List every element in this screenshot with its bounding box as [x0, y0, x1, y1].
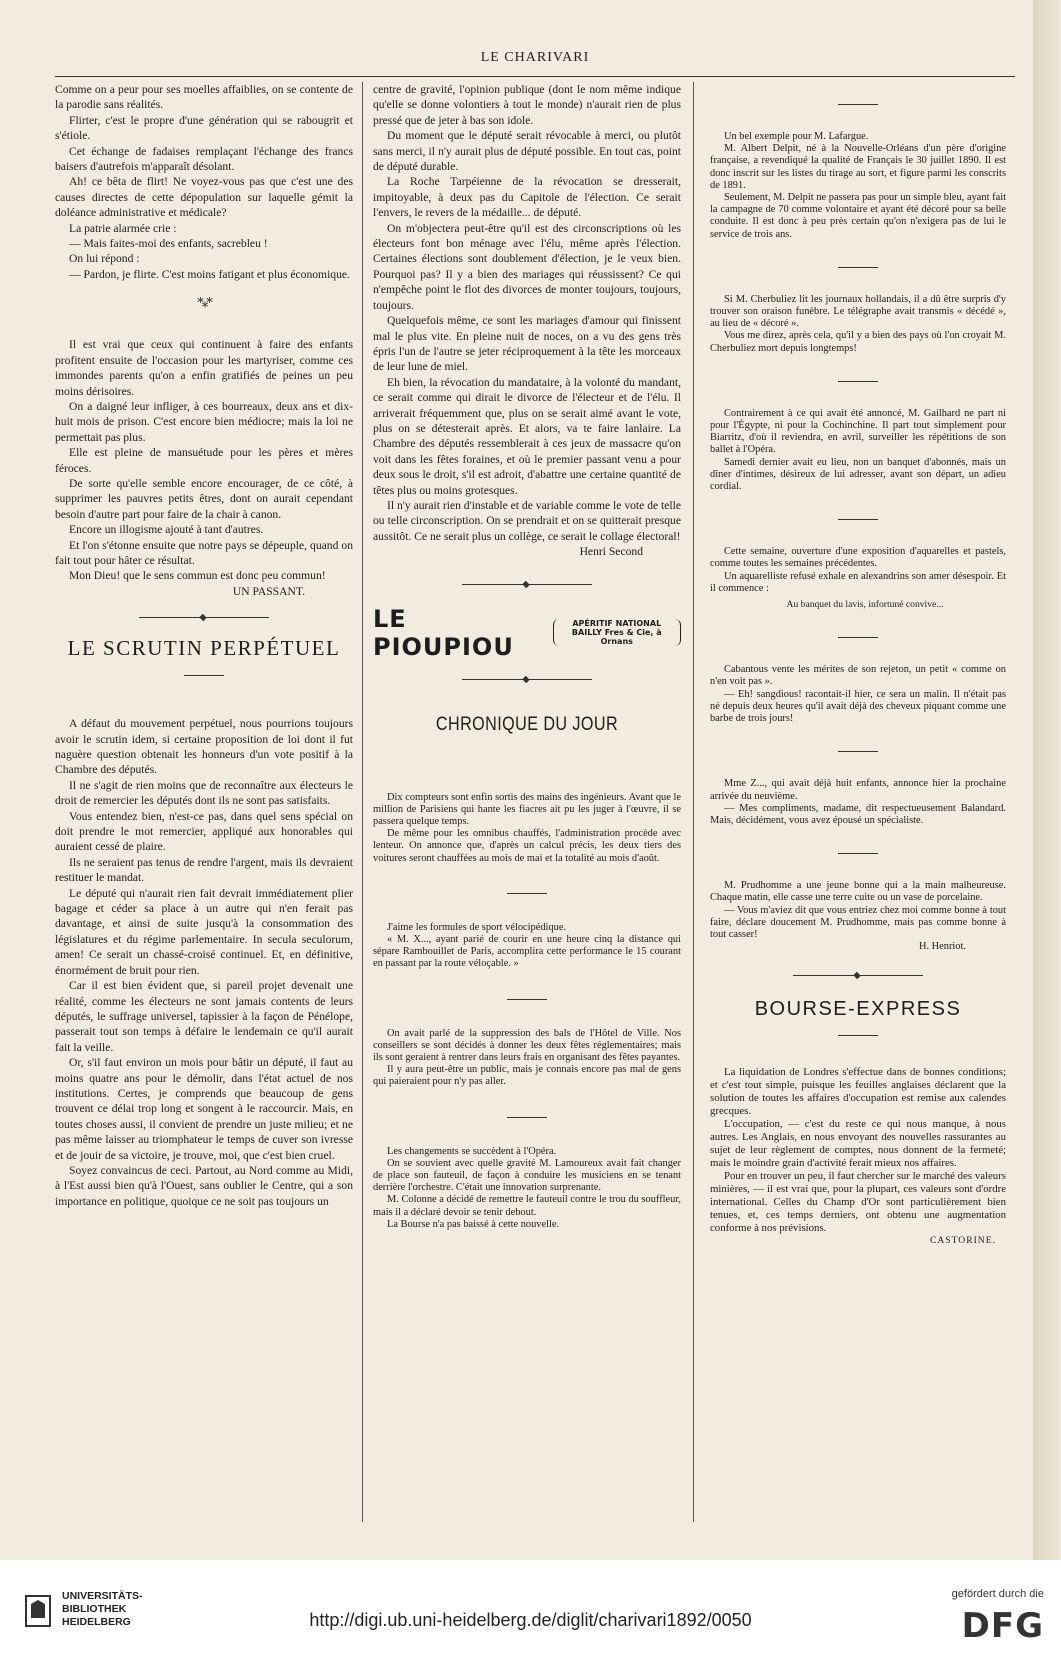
paragraph: Encore un illogisme ajouté à tant d'autres. [69, 523, 264, 537]
paragraph: J'aime les formules de sport vélocipédique. [387, 921, 567, 933]
paragraph: Mme Z..., qui avait déjà huit enfants, annonce hier la prochaine arrivée du neuvième. [710, 778, 1006, 802]
paragraph: M. Colonne a décidé de remettre le fauteuil contre le trou du souffleur, mais il a déclaré devoir se tenir debout. [373, 1194, 681, 1218]
paragraph: Or, s'il faut environ un mois pour bâtir un député, il faut au moins quatre ans pour le démolir, dans l'état actuel de nos institutions. Certes, je comprends que beaucoup de gens trouvent ce délai trop long et songent à le raccourcir. Mais, en toutes choses aussi, il convient de prendre un juste milieu; et ne pas même laisser au triomphateur le temps de cuver son ivresse et de jouir de sa victoire, je trouve, moi, que c'est bien cruel. [55, 1056, 353, 1162]
column-divider [362, 82, 363, 1522]
article-heading: LE SCRUTIN PERPÉTUEL [67, 636, 341, 661]
page-edge [1033, 0, 1061, 1560]
paragraph: La Roche Tarpéienne de la révocation se dresserait, impitoyable, à deux pas du Capitole de l'élection. Ce serait l'envers, le revers de la médaille... de député. [373, 175, 681, 220]
source-url[interactable]: http://digi.ub.uni-heidelberg.de/diglit/charivari1892/0050 [309, 1610, 752, 1630]
ad-subtitle [553, 619, 681, 646]
paragraph: Un bel exemple pour M. Lafargue. [724, 131, 869, 142]
paragraph: On m'objectera peut-être qu'il est des circonscriptions où les électeurs font bon ménage avec l'élu, même après l'élection. Certaines élections sont doublement d'élection, je le veux bien. Pourquoi pas? Il y a bien des mariages qui réussissent? Ce qui n'empêche point le flot des divorces de monter toujours, toujours, toujours. [373, 221, 681, 312]
paragraph: Flirter, c'est le propre d'une génération qui se rabougrit et s'étiole. [55, 113, 353, 143]
ornamental-rule [462, 679, 592, 680]
paragraph: Cette semaine, ouverture d'une exposition d'aquarelles et pastels, comme toutes les semaines précédentes. [710, 546, 1006, 570]
dfg-logo: DFG [961, 1606, 1044, 1646]
short-rule [838, 853, 878, 854]
paragraph: La liquidation de Londres s'effectue dans de bonnes conditions; et c'est tout simple, puisque les feuilles anglaises déclarent que la solution de toutes les affaires d'occupation est remise aux calendes grecques. [710, 1066, 1006, 1118]
paragraph: On se souvient avec quelle gravité M. Lamoureux avait fait changer de place son fauteuil, de façon à conduire les musiciens en se tenant derrière l'orchestre. C'était une innovation surprenante. [373, 1157, 681, 1194]
paragraph: Ah! ce bêta de flirt! Ne voyez-vous pas que c'est une des causes directes de cette dépopulation sur laquelle gémit la doléance administrative et médicale? [55, 175, 353, 220]
paragraph: Seulement, M. Delpit ne passera pas pour un simple bleu, ayant fait la campagne de 70 comme volontaire et ayant été décoré pour sa belle conduite. Il est donc à peu près certain qu'on n'exigera pas de lui le service de trois ans. [710, 192, 1006, 240]
paragraph: M. Albert Delpit, né à la Nouvelle-Orléans d'un père d'origine française, a revendiqué la qualité de Français le 30 juillet 1890. Il est donc inscrit sur les listes du tirage au sort, et figure parmi les conscrits de 1891. [710, 143, 1006, 191]
paragraph: Dix compteurs sont enfin sortis des mains des ingénieurs. Avant que le million de Parisiens qui hante les fiacres ait pu les juger à l'œuvre, il se passera quelque temps. [373, 791, 681, 827]
paragraph: Car il est bien évident que, si pareil projet devenait une réalité, comme les électeurs ne sont jamais contents de leurs députés, le suffrage universel, tapissier à la façon de Pénélope, passerait tout son temps à défaire le lendemain ce qu'il aurait fait la veille. [55, 979, 353, 1054]
paragraph: Ils ne seraient pas tenus de rendre l'argent, mais ils devraient restituer le mandat. [55, 855, 353, 885]
short-rule [838, 267, 878, 268]
paragraph: — Pardon, je flirte. C'est moins fatigant et plus économique. [69, 267, 350, 281]
paragraph: On lui répond : [69, 252, 140, 266]
paragraph: Pour en trouver un peu, il faut chercher sur le marché des valeurs minières, — il est vrai que, pour la plupart, ces valeurs sont d'ordre international. Celles du Champ d'Or sont particulièrement bien tenues, et, ces temps derniers, ont obtenu une augmentation conforme à nos prévisions. [710, 1170, 1006, 1235]
short-rule [184, 675, 224, 676]
asterism: *⁎* [197, 296, 211, 312]
ad-line: APÉRITIF NATIONAL [572, 619, 662, 629]
paragraph: Elle est pleine de mansuétude pour les pères et mères féroces. [55, 446, 353, 475]
paragraph: — Eh! sangdious! racontait-il hier, ce sera un malin. Il n'était pas né depuis deux heures qu'il avait déjà des cheveux piquant comme une barbe de trois jours! [710, 688, 1006, 725]
paragraph: Quelquefois même, ce sont les mariages d'amour qui finissent mal le plus vite. En pleine nuit de noces, on a vu des gens très épris l'un de l'autre se jeter réciproquement à la tête les morceaux de leur lune de miel. [373, 314, 681, 374]
paragraph: Si M. Cherbuliez lit les journaux hollandais, il a dû être surpris d'y trouver son oraison funèbre. Le télégraphe avait transmis « décédé », au lieu de « décoré ». [710, 293, 1006, 330]
library-name-line: BIBLIOTHEK [62, 1603, 127, 1615]
paragraph: Il n'y aurait rien d'instable et de variable comme le vote de telle ou telle circonscription. On se prendrait et on se quitterait presque aussitôt. Ce ne serait plus un collège, ce serait le collage électoral! [373, 498, 681, 543]
article-heading: CHRONIQUE DU JOUR [435, 713, 619, 735]
signature: CASTORINE. [929, 1235, 996, 1247]
paragraph: Et l'on s'étonne ensuite que notre pays se dépeuple, quand on fait tout pour hâter ce résultat. [55, 538, 353, 567]
paragraph: Cet échange de fadaises remplaçant l'échange des francs baisers d'autrefois m'apparaît désolant. [55, 144, 353, 174]
digitization-footer [0, 1560, 1061, 1657]
ad-title: LE PIOUPIOU [373, 604, 514, 661]
library-name-line: UNIVERSITÄTS- [62, 1590, 143, 1602]
paragraph: L'occupation, — c'est du reste ce qui nous manque, à nous autres. Les Anglais, en nous envoyant des nouvelles rassurantes au sujet de leur règlement de comptes, nous donnent de la fermeté; mais le moindre grain d'activité ferait mieux nos affaires. [710, 1118, 1006, 1170]
short-rule [838, 381, 878, 382]
paragraph: Comme on a peur pour ses moelles affaiblies, on se contente de la parodie sans réalités. [55, 83, 353, 112]
paragraph: centre de gravité, l'opinion publique (dont le nom même indique qu'elle se donne volontiers à tout le monde) n'aurait rien de plus pressé que de jeter à bas son idole. [373, 83, 681, 127]
paragraph: De sorte qu'elle semble encore encourager, de ce côté, à supprimer les pauvres petits êtres, dont on aurait cependant besoin d'autre part pour faire de la chair à canon. [55, 476, 353, 521]
short-rule [838, 104, 878, 105]
paragraph: Les changements se succèdent à l'Opéra. [387, 1145, 557, 1157]
paragraph: M. Prudhomme a une jeune bonne qui a la main malheureuse. Chaque matin, elle casse une terre cuite ou un vase de porcelaine. [710, 880, 1006, 904]
short-rule [507, 1117, 547, 1118]
page-title: LE CHARIVARI [480, 50, 590, 65]
paragraph: — Mais faites-moi des enfants, sacrebleu ! [69, 237, 268, 251]
article-heading: BOURSE-EXPRESS [754, 998, 962, 1021]
paragraph: La Bourse n'a pas baissé à cette nouvelle. [387, 1218, 560, 1230]
signature: Henri Second [579, 545, 643, 559]
paragraph: Cabantous vente les mérites de son rejeton, un petit « comme on n'en voit pas ». [710, 664, 1006, 688]
paragraph: « M. X..., ayant parié de courir en une heure cinq la distance qui sépare Rambouillet de Paris, accomplira cette performance le 15 courant en passant par la route véloçable. » [373, 934, 681, 970]
paragraph: Vous entendez bien, n'est-ce pas, dans quel sens spécial on doit prendre le mot remercier, appliqué aux honorables qui auraient cessé de plaire. [55, 809, 353, 854]
column-1 [55, 82, 353, 1209]
short-rule [838, 519, 878, 520]
library-name-line: HEIDELBERG [62, 1616, 131, 1628]
paragraph: Mon Dieu! que le sens commun est donc peu commun! [69, 569, 326, 583]
column-2 [373, 82, 681, 1231]
paragraph: — Mes compliments, madame, dit respectueusement Balandard. Mais, décidément, vous avez épousé un spécialiste. [710, 802, 1006, 826]
paragraph: Du moment que le député serait révocable à merci, ou plutôt sans merci, il n'y aurait plus de député possible. En tout cas, point de député durable. [373, 129, 681, 174]
ornamental-rule [462, 584, 592, 585]
short-rule [838, 637, 878, 638]
advertisement [373, 605, 681, 661]
paragraph: Un aquarelliste refusé exhale en alexandrins son amer désespoir. Et il commence : [710, 570, 1006, 594]
short-rule [838, 1035, 878, 1036]
short-rule [507, 893, 547, 894]
paragraph: On avait parlé de la suppression des bals de l'Hôtel de Ville. Nos conseillers se sont décidés à donner les deux fêtes réglementaires; mais ils sont geraient à rentrer dans leurs frais en organisant des fêtes payantes. [373, 1027, 681, 1064]
ornamental-rule [139, 617, 269, 618]
paragraph: Il est vrai que ceux qui continuent à faire des enfants profitent ensuite de l'occasion pour les martyriser, comme ces immondes parents qu'on a enfin gratifiés de peines un peu moins dérisoires. [55, 338, 353, 398]
verse-line: Au banquet du lavis, infortuné convive... [786, 599, 944, 611]
paragraph: De même pour les omnibus chauffés, l'administration procède avec lenteur. On annonce que, d'après un calcul précis, les deux tiers des voitures seront chauffées au mois de mai et la totalité au mois d'août. [373, 828, 681, 864]
paragraph: Contrairement à ce qui avait été annoncé, M. Gailhard ne part ni pour l'Égypte, ni pour la Cochinchine. Il part tout simplement pour Biarritz, d'où il reviendra, en avril, surveiller les répétitions de son ballet à l'Opéra. [710, 407, 1006, 456]
funding-note: gefördert durch die [951, 1588, 1044, 1600]
paragraph: Samedi dernier avait eu lieu, non un banquet d'abonnés, mais un dîner d'intimes, désireux de lui adresser, avant son départ, un adieu cordial. [710, 456, 1006, 493]
paragraph: A défaut du mouvement perpétuel, nous pourrions toujours avoir le scrutin idem, si certaine proposition de loi dont il fut naguère question obtenait les honneurs d'un vote positif à la Chambre des députés. [55, 717, 353, 777]
ad-line: BAILLY Fres & Cie, à Ornans [571, 628, 662, 647]
column-3 [710, 82, 1006, 1248]
short-rule [507, 999, 547, 1000]
ornamental-rule [793, 975, 923, 976]
paragraph: Vous me direz, après cela, qu'il y a bien des pays où l'on croyait M. Cherbuliez mort depuis longtemps! [710, 330, 1006, 354]
short-rule [838, 751, 878, 752]
paragraph: Le député qui n'aurait rien fait devrait immédiatement plier bagage et céder sa place à un autre qui n'en ferait pas davantage, et ainsi de suite jusqu'à la consommation des législatures et du régime parlementaire. In secula seculorum, amen! Ce serait un chassé-croisé continuel. Et, en définitive, énormément de bruit pour rien. [55, 886, 353, 977]
masthead [55, 48, 1015, 77]
column-divider [693, 82, 694, 1522]
signature: H. Henriot. [918, 941, 966, 953]
paragraph: Soyez convaincus de ceci. Partout, au Nord comme au Midi, à l'Est aussi bien qu'à l'Ouest, sans oublier le Centre, qui a son importance en politique, quoique ce ne soit pas toujours un [55, 1163, 353, 1208]
paragraph: Il y aura peut-être un public, mais je connais encore pas mal de gens qui paieraient pour n'y pas aller. [373, 1064, 681, 1088]
signature: UN PASSANT. [232, 584, 305, 598]
paragraph: La patrie alarmée crie : [69, 221, 177, 235]
paragraph: Eh bien, la révocation du mandataire, à la volonté du mandant, ce serait comme qui dirait le divorce de l'électeur et de l'élu. Il arriverait fréquemment que, plus on se serait aimé avant le vote, plus on se détesterait après. Et alors, va te faire lanlaire. La Chambre des députés ressemblerait à ces jeux de massacre qu'on voit dans les fêtes foraines, et où le premier passant venu a pour deux sous le droit, s'il est adroit, d'abattre une certaine quantité de têtes plus ou moins grotesques. [373, 375, 681, 497]
paragraph: — Vous m'aviez dit que vous entriez chez moi comme bonne à tout faire, déclare doucement M. Prudhomme, mais pas comme bonne à tout casser! [710, 904, 1006, 940]
paragraph: On a daigné leur infliger, à ces bourreaux, deux ans et dix-huit mois de prison. C'est encore bien médiocre; mais la loi ne permettait pas plus. [55, 399, 353, 444]
paragraph: Il ne s'agit de rien moins que de reconnaître aux électeurs le droit de remercier les députés dont ils ne sont pas satisfaits. [55, 778, 353, 808]
